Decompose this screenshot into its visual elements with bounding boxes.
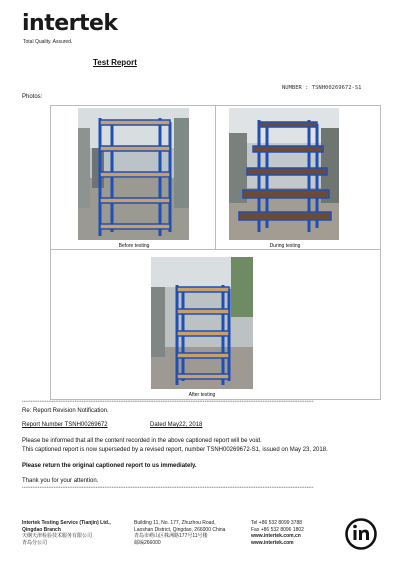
photos-label: Photos: <box>22 94 43 100</box>
footer-web-cn[interactable]: www.intertek.com.cn <box>251 533 301 539</box>
footer-company-cn1: 天纲天津检验技术服务有限公司 <box>22 533 93 539</box>
footer-addr-2: Laoshan District, Qingdao, 266000 China <box>134 526 226 533</box>
notice-line-1: Please be informed that all the content recorded in the above captioned report will be void. <box>22 438 262 444</box>
report-number: NUMBER : TSNH00269672-S1 <box>282 85 362 91</box>
notice-request: Please return the original captioned report to us immediately. <box>22 463 197 469</box>
logo-text: intertek <box>22 11 118 36</box>
footer-company-cn2: 青岛分公司 <box>22 539 48 546</box>
notice-thanks: Thank you for your attention. <box>22 478 99 484</box>
separator-top: ********************************************************************************************************************************************************************** <box>22 399 314 404</box>
footer-addr-cn1: 青岛市崂山区株洲路177号11号楼 <box>134 533 208 539</box>
footer-addr-1: Building 11, No. 177, Zhuzhou Road, <box>134 520 216 526</box>
footer-tel: Tel +86 532 8099 3788 <box>251 520 303 526</box>
footer-branch: Qingdao Branch <box>22 526 61 533</box>
caption-during-testing: During testing <box>269 243 301 249</box>
caption-before-testing: Before testing <box>118 243 150 249</box>
photo-before-testing <box>78 108 189 240</box>
shelf-photo-2 <box>229 108 339 240</box>
intertek-circle-logo-icon <box>344 517 378 551</box>
photo-after-testing <box>151 257 253 389</box>
footer-company <box>22 520 132 546</box>
report-title: Test Report <box>93 58 137 67</box>
notice-subject: Re: Report Revision Notification. <box>22 408 109 414</box>
footer-fax: Fax +86 532 8096 1802 <box>251 526 304 533</box>
notice-line-2: This captioned report is now superseded by a revised report, number TSNH00269672-S1, issued on May 23, 2018. <box>22 447 328 453</box>
footer-web[interactable]: www.intertek.com <box>251 539 294 546</box>
notice-report-number: Report Number TSNH00269672 <box>22 422 108 428</box>
footer-addr-cn2: 邮编266000 <box>134 539 161 546</box>
photo-during-testing <box>229 108 339 240</box>
footer-address <box>134 520 249 546</box>
footer-contact <box>251 520 341 546</box>
table-divider-horizontal <box>50 249 381 250</box>
separator-bottom: ********************************************************************************************************************************************************************** <box>22 485 314 490</box>
logo-tagline: Total Quality. Assured. <box>23 39 73 45</box>
table-divider-vertical <box>215 105 216 249</box>
notice-dated: Dated May22, 2018 <box>150 422 203 428</box>
shelf-photo-3 <box>151 257 253 389</box>
intertek-logo <box>22 13 118 35</box>
caption-after-testing: After testing <box>188 392 216 398</box>
footer-company-en: Intertek Testing Service (Tianjin) Ltd., <box>22 520 111 526</box>
shelf-photo-1 <box>78 108 189 240</box>
